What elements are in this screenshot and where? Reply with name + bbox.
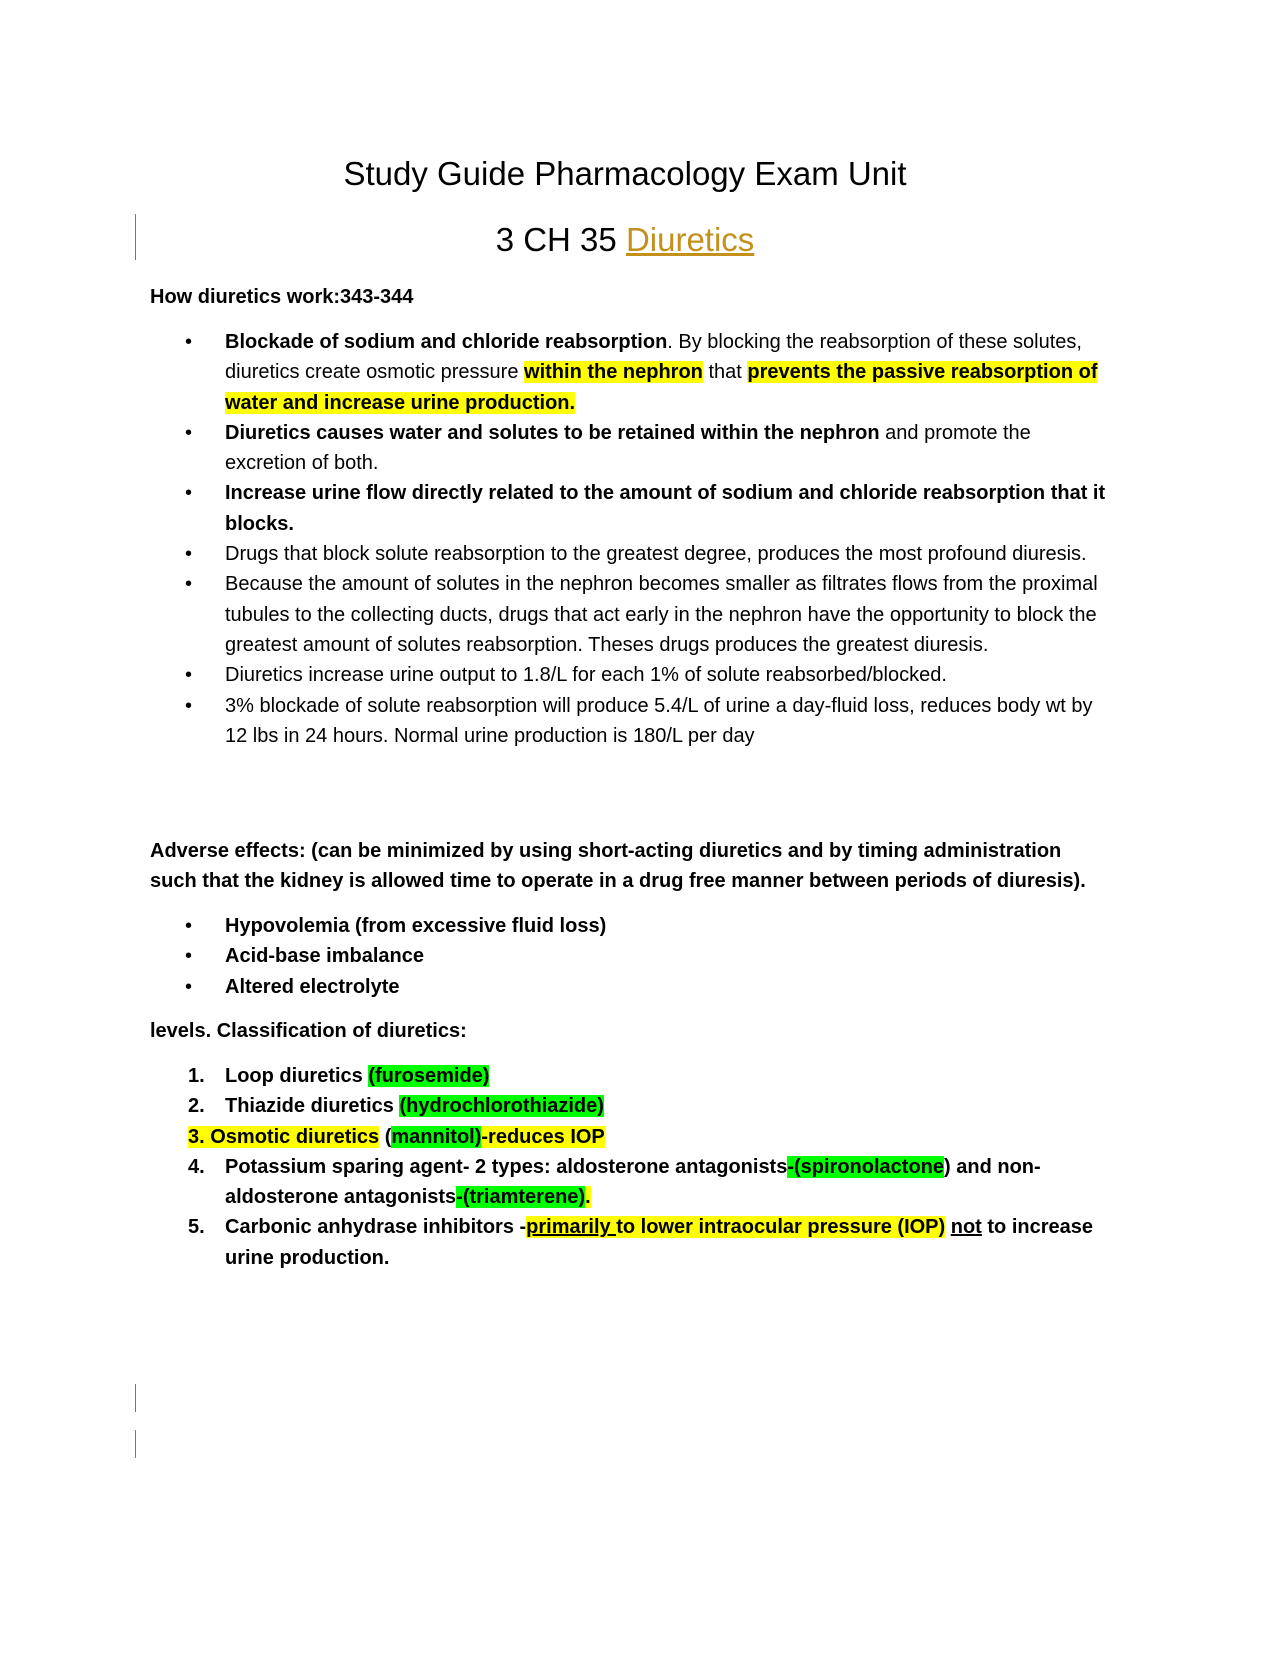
classification-list <box>150 1061 1110 1273</box>
bullet-icon: • <box>185 573 193 596</box>
bullet-icon: • <box>185 482 193 505</box>
bullet-icon: • <box>185 975 193 998</box>
bullet-icon: • <box>185 664 193 687</box>
section-heading-adverse-effects: Adverse effects: (can be minimized by using short-acting diuretics and by timing administration such that the kidney is allowed time to operate in a drug free manner between periods of diuresis). <box>150 840 1086 892</box>
bullet-icon: • <box>185 543 193 566</box>
margin-mark <box>135 1384 136 1412</box>
adverse-effects-list <box>150 911 1110 1002</box>
title-prefix: 3 CH 35 <box>495 221 626 258</box>
list-item: 2. Thiazide diuretics (hydrochlorothiazide) <box>188 1095 604 1118</box>
list-item: • Altered electrolyte <box>150 972 1110 1002</box>
section-heading-how-diuretics-work: How diuretics work:343-344 <box>150 286 414 308</box>
bullet-icon: • <box>185 421 193 444</box>
bullet-icon: • <box>185 915 193 937</box>
bullet-icon: • <box>185 945 193 968</box>
document-title-line2 <box>0 220 1250 260</box>
list-item: 1. Loop diuretics (furosemide) <box>188 1065 490 1087</box>
bullet-icon: • <box>185 694 193 717</box>
list-item: • Increase urine flow directly related to the amount of sodium and chloride reabsorption that it blocks. <box>150 478 1110 539</box>
diuretics-link[interactable]: Diuretics <box>625 221 755 258</box>
document-title-line1: Study Guide Pharmacology Exam Unit <box>343 155 907 192</box>
list-item: 4. Potassium sparing agent- 2 types: aldosterone antagonists-(spironolactone) and non- aldosterone antagonists-(triamterene). <box>188 1155 1041 1209</box>
list-item: 3. Osmotic diuretics (mannitol)-reduces IOP <box>188 1125 605 1148</box>
list-item: • Acid-base imbalance <box>150 941 1110 971</box>
list-item: 5. Carbonic anhydrase inhibitors -primarily to lower intraocular pressure (IOP) not to increase urine production. <box>188 1216 1094 1269</box>
bullet-icon: • <box>185 331 193 353</box>
list-item: • Hypovolemia (from excessive fluid loss) <box>150 911 1110 941</box>
list-item: • 3% blockade of solute reabsorption will produce 5.4/L of urine a day-fluid loss, reduces body wt by 12 lbs in 24 hours. Normal urine production is 180/L per day <box>150 691 1110 752</box>
list-item: • Drugs that block solute reabsorption to the greatest degree, produces the most profound diuresis. <box>150 539 1110 569</box>
list-item: • Because the amount of solutes in the nephron becomes smaller as filtrates flows from the proximal tubules to the collecting ducts, drugs that act early in the nephron have the opportunity to block the greatest amount of solutes reabsorption. Theses drugs produces the greatest diuresis. <box>150 569 1110 660</box>
how-diuretics-work-list <box>150 327 1110 751</box>
margin-mark <box>135 1430 136 1458</box>
list-item: • Diuretics causes water and solutes to be retained within the nephron and promote the excretion of both. <box>150 418 1110 479</box>
section-heading-classification: levels. Classification of diuretics: <box>150 1020 467 1042</box>
list-item: • Diuretics increase urine output to 1.8/L for each 1% of solute reabsorbed/blocked. <box>150 660 1110 690</box>
list-item: • Blockade of sodium and chloride reabsorption. By blocking the reabsorption of these solutes, diuretics create osmotic pressure within the nephron that prevents the passive reabsorption of water and increase urine production. <box>150 327 1110 418</box>
